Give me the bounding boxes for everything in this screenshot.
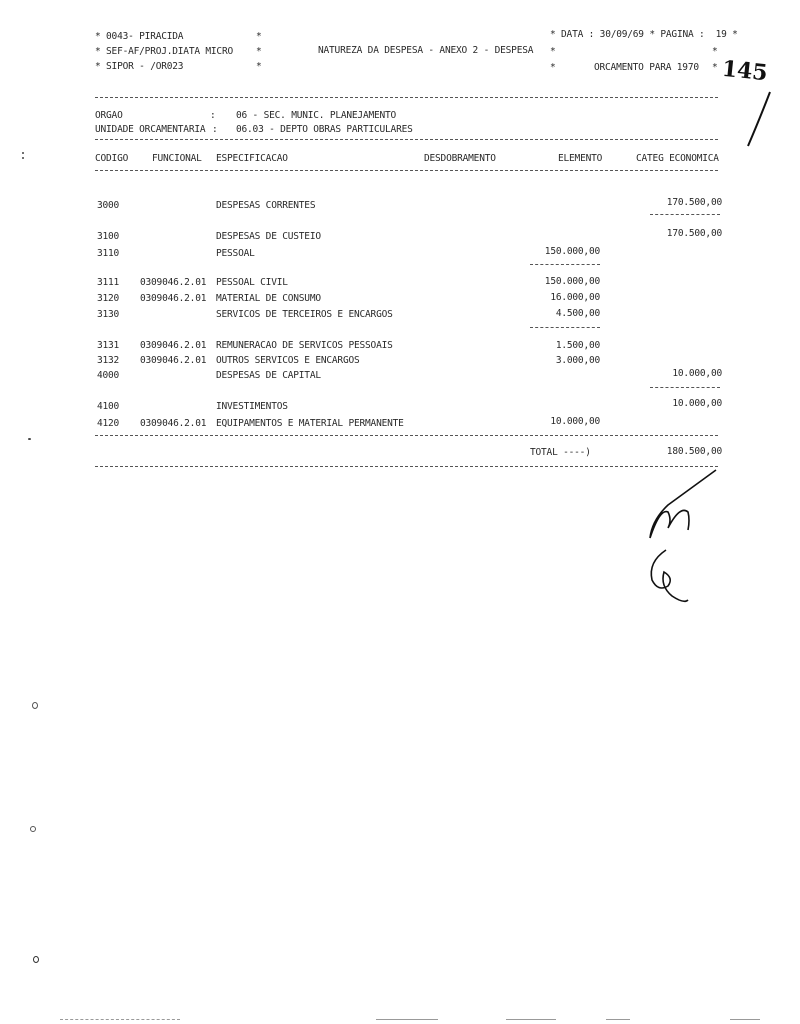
- row-codigo: 4000: [97, 370, 120, 381]
- row-funcional: 0309046.2.01: [140, 355, 207, 366]
- unidade-value: 06.03 - DEPTO OBRAS PARTICULARES: [236, 124, 413, 135]
- col-header-funcional: FUNCIONAL: [152, 153, 202, 164]
- header-mid-mark: *: [256, 46, 262, 57]
- budget-year: ORCAMENTO PARA 1970: [594, 62, 699, 73]
- row-especificacao: MATERIAL DE CONSUMO: [216, 293, 321, 304]
- scan-edge: [506, 1019, 556, 1020]
- header-mark: *: [712, 62, 718, 73]
- row-funcional: 0309046.2.01: [140, 340, 207, 351]
- row-codigo: 3111: [97, 277, 120, 288]
- scan-speck: [28, 438, 31, 440]
- row-codigo: 3131: [97, 340, 120, 351]
- row-elemento: 3.000,00: [555, 355, 600, 366]
- col-header-elemento: ELEMENTO: [558, 153, 603, 164]
- scan-speck: [32, 702, 38, 709]
- col-header-codigo: CODIGO: [95, 153, 129, 164]
- unidade-label: UNIDADE ORCAMENTARIA: [95, 124, 206, 135]
- row-elemento: 150.000,00: [544, 276, 600, 287]
- row-codigo: 3132: [97, 355, 120, 366]
- scan-edge: [60, 1019, 180, 1020]
- header-org-line: * 0043- PIRACIDA: [95, 31, 184, 42]
- report-title: NATUREZA DA DESPESA - ANEXO 2 - DESPESA: [318, 45, 534, 56]
- row-especificacao: INVESTIMENTOS: [216, 401, 288, 412]
- row-codigo: 3110: [97, 248, 120, 259]
- scan-speck: [22, 157, 24, 159]
- header-report-line: * SIPOR - /OR023: [95, 61, 184, 72]
- row-elemento: 4.500,00: [555, 308, 600, 319]
- row-codigo: 3100: [97, 231, 120, 242]
- col-header-especificacao: ESPECIFICACAO: [216, 153, 288, 164]
- row-codigo: 3130: [97, 309, 120, 320]
- total-label: TOTAL ----): [530, 447, 591, 458]
- row-especificacao: REMUNERACAO DE SERVICOS PESSOAIS: [216, 340, 393, 351]
- row-elemento: 150.000,00: [544, 246, 600, 257]
- row-funcional: 0309046.2.01: [140, 418, 207, 429]
- row-elemento: 10.000,00: [550, 416, 600, 427]
- row-codigo: 4120: [97, 418, 120, 429]
- row-funcional: 0309046.2.01: [140, 293, 207, 304]
- row-especificacao: EQUIPAMENTOS E MATERIAL PERMANENTE: [216, 418, 404, 429]
- scan-speck: [22, 152, 24, 154]
- row-codigo: 4100: [97, 401, 120, 412]
- handwritten-page-number: 145: [720, 55, 769, 87]
- row-especificacao: DESPESAS CORRENTES: [216, 200, 316, 211]
- header-mid-mark: *: [256, 61, 262, 72]
- header-mark: *: [550, 62, 556, 73]
- scan-edge: [606, 1019, 630, 1020]
- header-mark: *: [712, 46, 718, 57]
- row-especificacao: DESPESAS DE CAPITAL: [216, 370, 321, 381]
- row-categ: 170.500,00: [666, 197, 722, 208]
- total-value: 180.500,00: [666, 446, 722, 457]
- header-date-page: * DATA : 30/09/69 * PAGINA : 19 *: [550, 29, 738, 40]
- row-especificacao: OUTROS SERVICOS E ENCARGOS: [216, 355, 360, 366]
- scan-edge: [730, 1019, 760, 1020]
- row-categ: 10.000,00: [672, 398, 722, 409]
- col-header-desdobramento: DESDOBRAMENTO: [424, 153, 496, 164]
- row-categ: 170.500,00: [666, 228, 722, 239]
- row-codigo: 3000: [97, 200, 120, 211]
- orgao-value: 06 - SEC. MUNIC. PLANEJAMENTO: [236, 110, 397, 121]
- row-funcional: 0309046.2.01: [140, 277, 207, 288]
- orgao-label: ORGAO: [95, 110, 123, 121]
- row-elemento: 16.000,00: [550, 292, 600, 303]
- scan-speck: [33, 956, 39, 963]
- orgao-sep: :: [210, 110, 216, 121]
- row-especificacao: DESPESAS DE CUSTEIO: [216, 231, 321, 242]
- row-especificacao: PESSOAL: [216, 248, 255, 259]
- row-categ: 10.000,00: [672, 368, 722, 379]
- header-mark: *: [550, 46, 556, 57]
- row-especificacao: PESSOAL CIVIL: [216, 277, 288, 288]
- scan-speck: [30, 826, 36, 832]
- row-codigo: 3120: [97, 293, 120, 304]
- header-system-line: * SEF-AF/PROJ.DIATA MICRO: [95, 46, 233, 57]
- row-elemento: 1.500,00: [555, 340, 600, 351]
- unidade-sep: :: [212, 124, 218, 135]
- scan-edge: [376, 1019, 438, 1020]
- header-mid-mark: *: [256, 31, 262, 42]
- col-header-categ: CATEG ECONOMICA: [636, 153, 719, 164]
- row-especificacao: SERVICOS DE TERCEIROS E ENCARGOS: [216, 309, 393, 320]
